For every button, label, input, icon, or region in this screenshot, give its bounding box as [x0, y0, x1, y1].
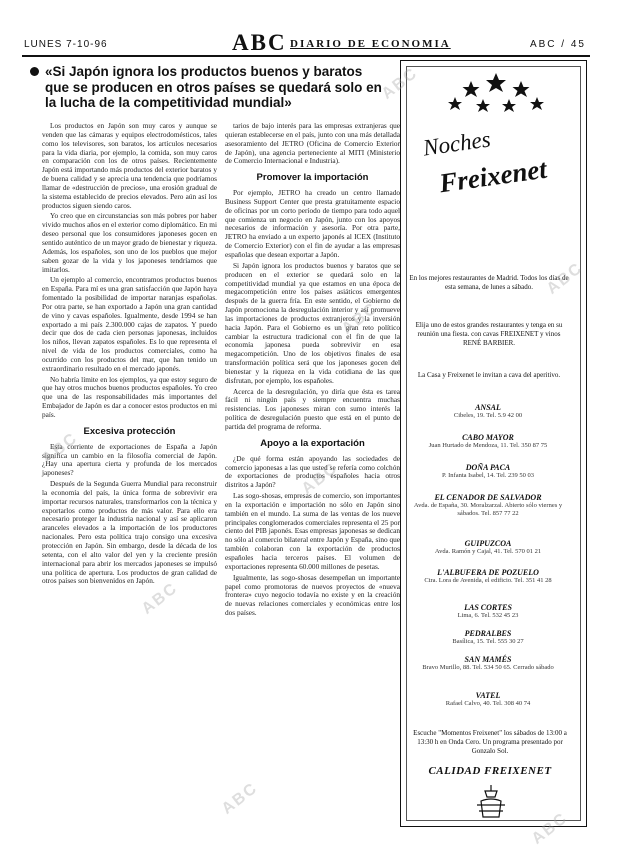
restaurant-name: ANSAL — [475, 403, 501, 412]
subheading: Excesiva protección — [83, 425, 176, 437]
watermark: ABC — [543, 259, 587, 298]
paragraph: Los productos en Japón son muy caros y aunque se venden que las cámaras y equipos electrodomésticos, tales como los televisores, son baratos, los artículos necesarios para la vida diaria, por ejemplo, la comida, son muy caros en comparación con los de otros países. Recientemente Japón está importando más productos del exterior baratos y de buena calidad y se aprecia una tendencia que podríamos llamar de «destrucción de precios», una erosión gradual de la sistema establecido de precios elevados. Pero aún así los productos siguen siendo caros. — [42, 121, 217, 210]
paragraph: Esta corriente de exportaciones de España a Japón significa un cambio en la filosofía comercial de Japón. ¿Hay una apertura cierta y profunda de los mercados japoneses? — [42, 441, 217, 478]
restaurant-item — [407, 629, 569, 646]
restaurant-item — [407, 568, 569, 585]
restaurant-address: Avda. de España, 30. Moralzarzal. Abierto sólo viernes y sábados. Tel. 857 77 22 — [413, 502, 563, 517]
ad-list-intro: La Casa y Freixenet le invitan a cava del aperitivo. — [417, 371, 561, 379]
paragraph: Por ejemplo, JETRO ha creado un centro llamado Business Support Center que presta gratuitamente espacio de oficinas por un corto período de tiempo para todo aquel que comienza un negocio en Japón, junto con los apoyos necesarios de información y asesoría. Por otra parte, JETRO ha enviado a un experto japonés al ICEX (Instituto de Comercio Exterior) con el fin de ayudar a las empresas españolas que desean exportar a Japón. — [225, 188, 400, 259]
bullet-icon — [30, 67, 39, 76]
watermark: ABC — [528, 809, 572, 848]
restaurant-address: Lima, 6. Tel. 532 45 23 — [457, 612, 519, 619]
paragraph: Acerca de la desregulación, yo diría que ésta es tarea fácil ni ningún país y siempre encuentra muchas resistencias. Los japoneses miran con sumo interés la política de desregulación puesto que está en el punto de partida del programa de reforma. — [225, 386, 400, 431]
restaurant-name: DOÑA PACA — [465, 463, 511, 472]
restaurant-address: Juan Hurtado de Mendoza, 11. Tel. 350 87 75 — [428, 442, 548, 449]
restaurant-address: P. Infanta Isabel, 14. Tel. 239 50 03 — [441, 472, 535, 479]
restaurant-address: Rafael Calvo, 40. Tel. 308 40 74 — [445, 700, 531, 707]
brand-freixenet: Freixenet — [437, 153, 549, 199]
restaurant-address: Avda. Ramón y Cajal, 41. Tel. 570 01 21 — [434, 548, 542, 555]
ad-offer: Elija uno de estos grandes restaurantes y tenga en su reunión una fiesta. con cavas FREIXENET y vinos RENÉ BARBIER. — [415, 321, 563, 347]
restaurant-item — [407, 691, 569, 708]
article-headline — [45, 64, 390, 111]
restaurant-name: PEDRALBES — [464, 629, 512, 638]
restaurant-address: Cibeles, 19. Tel. 5.9 42 00 — [453, 412, 523, 419]
brand-noches: Noches — [421, 126, 493, 161]
freixenet-advertisement — [400, 60, 587, 827]
masthead — [22, 30, 590, 57]
paragraph: Igualmente, las sogo-shosas desempeñan un importante papel como promotoras de nuevos proyectos de «nueva frontera» cuyo negocio todavía no existe y en la creación de nuevas relaciones comerciales y económicas entre los dos países. — [225, 572, 400, 618]
bottle-icon — [469, 783, 513, 819]
restaurant-item — [407, 655, 569, 672]
paragraph: No habría límite en los ejemplos, ya que estoy seguro de que hay otros muchos buenos productos españoles. Yo creo que una de las responsabilidades más importantes del Embajador de Japón es dar a conocer estos productos en mi país. — [42, 374, 217, 419]
headline-text: «Si Japón ignora los productos buenos y baratos que se producen en otros países se quedará solo en la lucha de la competitividad mundial» — [45, 64, 382, 110]
article-column-1 — [42, 122, 217, 588]
paragraph: Las sogo-shosas, empresas de comercio, son importantes en la exportación e importación no sólo en Japón sino también en el mundo. La suma de las ventas de los nueve principales conglomerados comerciales representa el 25 por ciento del PIB japonés. Esas empresas japonesas se dedican no sólo al comercio bilateral entre Japón y España, sino que también colaboran con la exportación de productos españoles hacia terceros países. El volumen de exportaciones representa 60.000 millones de pesetas. — [225, 491, 400, 571]
paragraph: ¿De qué forma están apoyando las sociedades de comercio japonesas a las que usted se refería como colchón de exportaciones de productos españoles hacia otros distritos a Japón? — [225, 453, 400, 490]
restaurant-name: L'ALBUFERA DE POZUELO — [437, 568, 539, 577]
restaurant-item — [407, 603, 569, 620]
restaurant-item — [407, 493, 569, 518]
page-number: ABC / 45 — [529, 39, 586, 50]
restaurant-name: GUIPUZCOA — [464, 539, 512, 548]
restaurant-name: SAN MAMÉS — [464, 655, 512, 664]
restaurant-name: VATEL — [475, 691, 501, 700]
watermark: ABC — [378, 64, 422, 103]
restaurant-item — [407, 463, 569, 480]
restaurant-name: EL CENADOR DE SALVADOR — [434, 493, 542, 502]
restaurant-item — [407, 433, 569, 450]
watermark: ABC — [338, 299, 382, 338]
restaurant-item — [407, 403, 569, 420]
restaurant-name: CABO MAYOR — [462, 433, 514, 442]
watermark: ABC — [138, 579, 182, 618]
article-column-2 — [225, 122, 400, 620]
paragraph: Después de la Segunda Guerra Mundial para reconstruir la economía del país, la única forma de sobrevivir era importar recursos naturales, transformarlos con la técnica y exportarlos como productos de más valor. Para ello era necesario proteger la industria nacional y así se aplicaron aranceles elevados a la importación de los productores nacionales. Pero esta política trajo consigo una excesiva protección en Japón. Sin embargo, desde la década de los setenta, con el alto valor del yen y la creciente presión internacional para abrir los mercados japoneses se impulsó una política de apertura. Los productos de gran calidad de otros países son bienvenidos en Japón. — [42, 479, 217, 586]
ad-footer-slogan: CALIDAD FREIXENET — [428, 765, 552, 777]
watermark: ABC — [38, 429, 82, 468]
subheading: Apoyo a la exportación — [260, 437, 365, 449]
paragraph: tarios de bajo interés para las empresas extranjeras que quieran establecerse en el país, junto con una más detallada asesoramiento del JETRO (Oficina de Comercio Exterior de Japón), una agencia perteneciente al MITI (Ministerio de Comercio Internacional e Industria). — [225, 121, 400, 166]
restaurant-item — [407, 539, 569, 556]
stars-decoration-icon — [441, 69, 551, 129]
restaurant-address: Basílica, 15. Tel. 555 30 27 — [452, 638, 524, 645]
ad-intro: En los mejores restaurantes de Madrid. Todos los días de esta semana, de lunes a sábado. — [409, 274, 569, 291]
watermark: ABC — [218, 779, 262, 818]
paragraph: Yo creo que en circunstancias son más pobres por haber vivido muchos años en el exterior como diplomático. En mi deseo personal que los consumidores japoneses gocen en sentido auténtico de un mayor grado de bienestar y riqueza. Además, los españoles, son uno de los pueblos que mejor saben gozar de la vida y los japoneses tendríamos que imitarlos. — [42, 211, 217, 274]
newspaper-logo: ABC — [232, 30, 287, 55]
restaurant-address: Bravo Murillo, 88. Tel. 534 50 65. Cerrado sábado — [422, 664, 554, 671]
section-title: DIARIO DE ECONOMIA — [290, 38, 451, 50]
restaurant-name: LAS CORTES — [464, 603, 512, 612]
paragraph: Un ejemplo al comercio, encontramos productos buenos en España. Para mí es una gran satisfacción que Japón haya fomentado la posibilidad de importar naranjas españolas. Por otra parte, se han exportado a Japón una gran cantidad de vino y cavas españoles. Igualmente, desde 1994 se han exportado a mi país 2.300.000 cajas de zapatos. Y puedo decir que dos de cada cien personas japonesas, incluidos los niños, llevan zapatos españoles. Es lo que representa el nivel de vida de los productos comerciales, como ha ocurrido con los productos del mar, que han tenido un extraordinario resultado en el mercado japonés. — [42, 275, 217, 373]
watermark: ABC — [298, 459, 342, 498]
ad-radio-program: Escuche "Momentos Freixenet" los sábados de 13:00 a 13:30 h en Onda Cero. Un programa presentado por Gonzalo Sol. — [413, 729, 567, 755]
subheading: Promover la importación — [256, 172, 369, 184]
issue-date: LUNES 7-10-96 — [24, 39, 108, 50]
paragraph: Si Japón ignora los productos buenos y baratos que se producen en el exterior se quedará solo en la competitividad mundial ya que estamos en una época de megacompetición entre los países asiáticos emergentes después de la guerra fría. En este sentido, el Gobierno de Japón promociona la desregulación interior y así promueve las importaciones de productos extranjeros y la inversión hacia Japón. Para el Gobierno es un gran reto político cambiar la estructura tradicional con el fin de que la economía japonesa pueda sobrevivir en esa megacompetición. Uno de los objetivos finales de esa transformación política será que los japoneses gocen del bienestar y la riqueza en la vida cotidiana de las que disfrutan, por ejemplo, los españoles. — [225, 260, 400, 385]
restaurant-address: Ctra. Lora de Avenida, el edificio. Tel. 351 41 28 — [424, 577, 552, 584]
